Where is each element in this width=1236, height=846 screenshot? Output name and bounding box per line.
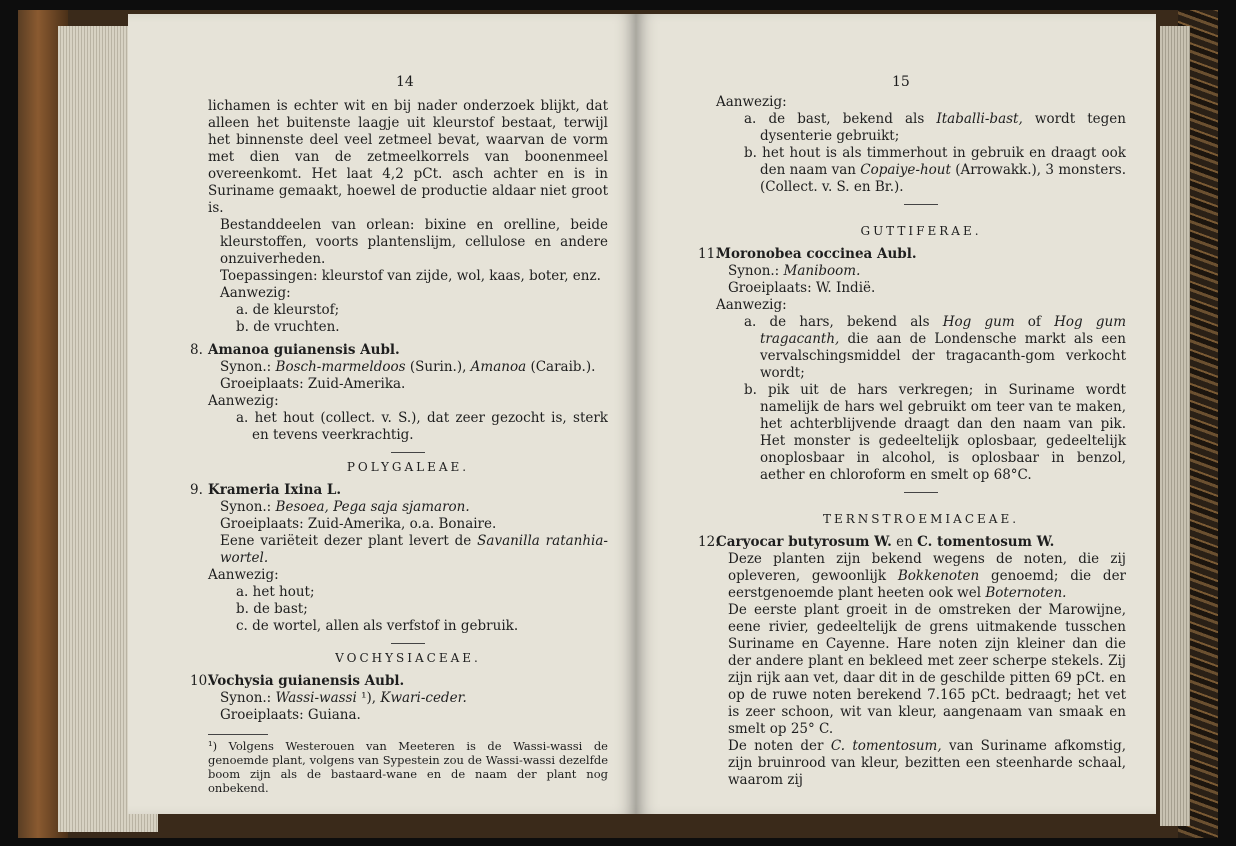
left-page <box>128 14 636 814</box>
growth-place: Groeiplaats: Zuid-Amerika. <box>220 376 406 392</box>
divider <box>904 204 938 205</box>
footnote: ¹) Volgens Westerouen van Meeteren is de Wassi-wassi de genoemde plant, volgens van Sypestein zou de Wassi-wassi dezelfde boom zijn als de bastaard-wane en de naam der plant nog onbekend. <box>208 739 608 795</box>
list-item: a. de kleurstof; <box>236 302 340 318</box>
left-page-content <box>190 98 608 795</box>
entry-heading: 9. Krameria Ixina L. <box>190 482 342 498</box>
synonyms: Synon.: Bosch-marmeldoos (Surin.), Amanoa (Caraib.). <box>220 359 596 375</box>
list-item: a. het hout (collect. v. S.), dat zeer gezocht is, sterk en tevens veerkrachtig. <box>236 410 608 443</box>
family-heading: VOCHYSIACEAE. <box>335 651 481 665</box>
entry-heading: 8. Amanoa guianensis Aubl. <box>190 342 400 358</box>
page-number: 15 <box>892 74 910 90</box>
paragraph: lichamen is echter wit en bij nader onderzoek blijkt, dat alleen het buitenste laagje uit kleurstof bestaat, terwijl het binnenste deel veel zetmeel bevat, waarvan de vorm met dien van de zetmeelkorrels van boonenmeel overeenkomt. Het laat 4,2 pCt. asch achter en is in Suriname gemaakt, hoewel de productie aldaar niet groot is. <box>208 98 608 216</box>
family-heading: GUTTIFERAE. <box>860 224 982 238</box>
list-item: a. het hout; <box>236 584 315 600</box>
list-item: b. de vruchten. <box>236 319 340 335</box>
paragraph: Eene variëteit dezer plant levert de Savanilla ratanhia-wortel. <box>220 533 608 566</box>
paragraph: De eerste plant groeit in de omstreken der Marowijne, eene rivier, gedeeltelijk de grens uitmakende tusschen Suriname en Cayenne. Hare noten zijn kleiner dan die der andere plant en bekleed met zeer scherpe stekels. Zij zijn rijk aan vet, daar dit in de geschilde pitten 69 pCt. en op de ruwe noten berekend 7.165 pCt. bedraagt; het vet is zeer schoon, wit van kleur, aangenaam van smaak en smelt op 25° C. <box>728 602 1126 737</box>
present-label: Aanwezig: <box>716 297 787 313</box>
present-label: Aanwezig: <box>208 567 279 583</box>
right-page-content <box>698 94 1127 789</box>
list-item: a. de bast, bekend als Itaballi-bast, wordt tegen dysenterie gebruikt; <box>744 111 1126 144</box>
synonyms: Synon.: Wassi-wassi ¹), Kwari-ceder. <box>220 690 467 706</box>
paragraph: De noten der C. tomentosum, van Suriname afkomstig, zijn bruinrood van kleur, bezitten een steenharde schaal, waarom zij <box>728 738 1127 788</box>
present-label: Aanwezig: <box>716 94 787 110</box>
synonyms: Synon.: Maniboom. <box>728 263 861 279</box>
divider <box>391 452 425 453</box>
list-item: b. het hout is als timmerhout in gebruik en draagt ook den naam van Copaiye-hout (Arrowakk.), 3 monsters. (Collect. v. S. en Br.). <box>744 145 1126 195</box>
divider <box>904 492 938 493</box>
list-item: c. de wortel, allen als verfstof in gebruik. <box>236 618 519 634</box>
growth-place: Groeiplaats: Zuid-Amerika, o.a. Bonaire. <box>220 516 497 532</box>
footnote-rule <box>208 734 268 735</box>
list-item: b. de bast; <box>236 601 308 617</box>
divider <box>391 643 425 644</box>
page-number: 14 <box>396 74 414 90</box>
entry-heading: 12.Caryocar butyrosum W. en C. tomentosum W. <box>698 534 1055 550</box>
right-page <box>636 14 1156 814</box>
growth-place: Groeiplaats: Guiana. <box>220 707 361 723</box>
entry-heading: 11.Moronobea coccinea Aubl. <box>698 246 917 262</box>
family-heading: POLYGALEAE. <box>346 460 470 474</box>
present-label: Aanwezig: <box>220 285 291 301</box>
family-heading: TERNSTROEMIACEAE. <box>822 512 1020 526</box>
synonyms: Synon.: Besoea, Pega saja sjamaron. <box>220 499 470 515</box>
paragraph: Deze planten zijn bekend wegens de noten, die zij opleveren, gewoonlijk Bokkenoten genoemd; die der eerstgenoemde plant heeten ook wel Boternoten. <box>728 551 1127 601</box>
paragraph: Bestanddeelen van orlean: bixine en orelline, beide kleurstoffen, voorts plantenslijm, cellulose en andere onzuiverheden. <box>220 217 608 267</box>
present-label: Aanwezig: <box>208 393 279 409</box>
list-item: a. de hars, bekend als Hog gum of Hog gum tragacanth, die aan de Londensche markt als een vervalschingsmiddel der tragacanth-gom verkocht wordt; <box>744 314 1126 381</box>
growth-place: Groeiplaats: W. Indië. <box>728 280 876 296</box>
paragraph: Toepassingen: kleurstof van zijde, wol, kaas, boter, enz. <box>220 268 601 284</box>
list-item: b. pik uit de hars verkregen; in Suriname wordt namelijk de hars wel gebruikt om teer van te maken, het achterblijvende draagt dan den naam van pik. Het monster is gedeeltelijk oplosbaar, gedeeltelijk onoplosbaar in alcohol, is oplosbaar in benzol, aether en chloroform en smelt op 68°C. <box>744 382 1126 483</box>
entry-heading: 10.Vochysia guianensis Aubl. <box>190 673 405 689</box>
page-edges-right <box>1160 26 1190 826</box>
